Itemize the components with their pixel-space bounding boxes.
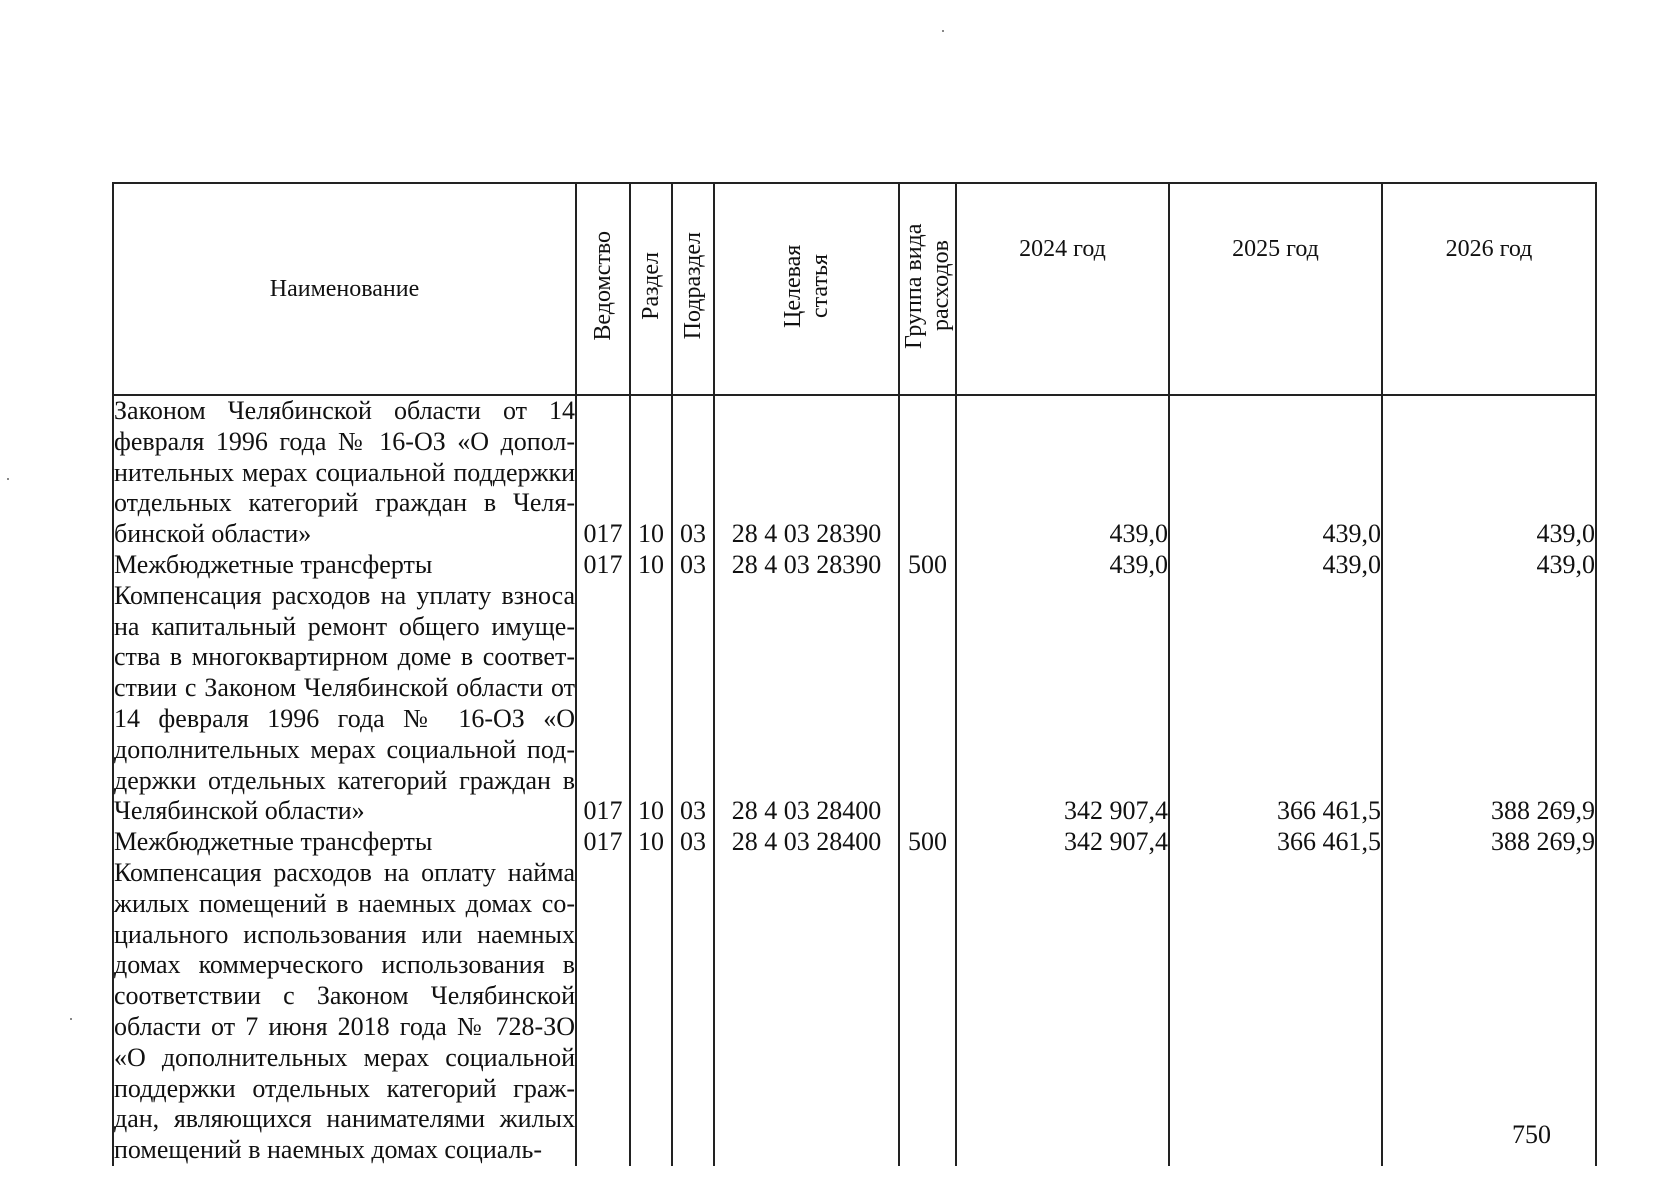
row-celevaya-statya: 28 4 03 28400 [714, 581, 899, 827]
row-name: Компенсация расходов на уплату взноса на капитальный ремонт общего имущества в многоквартирном доме в соответствии с Законом Челябинской области от 14 февраля 1996 года № 16-ОЗ «О дополнительных мерах социальной поддержки отдельных категорий граждан в Челябинской области» [114, 580, 575, 826]
row-name: Межбюджетные трансферты [113, 550, 576, 581]
table-row [113, 395, 1596, 550]
header-podrazdel: Подраздел [672, 183, 714, 395]
row-value-2024: 342 907,4 [956, 581, 1169, 827]
row-celevaya-statya: 28 4 03 28400 [714, 827, 899, 858]
header-razdel: Раздел [630, 183, 672, 395]
row-celevaya-statya: 28 4 03 28390 [714, 395, 899, 550]
row-value-2026: 439,0 [1382, 550, 1596, 581]
row-vedomstvo: 017 [576, 395, 630, 550]
scan-speck [70, 1018, 72, 1020]
row-razdel [630, 858, 672, 1166]
row-value-2026 [1382, 858, 1596, 1166]
row-value-2026: 388 269,9 [1382, 581, 1596, 827]
row-value-2026: 439,0 [1382, 395, 1596, 550]
header-celevaya-statya: Целевая статья [714, 183, 899, 395]
row-value-2025: 439,0 [1169, 395, 1382, 550]
scan-speck [7, 478, 9, 480]
row-vedomstvo: 017 [576, 581, 630, 827]
header-2026: 2026 год [1382, 183, 1596, 395]
header-vedomstvo: Ведомство [576, 183, 630, 395]
row-podrazdel: 03 [672, 395, 714, 550]
row-value-2024 [956, 858, 1169, 1166]
row-value-2024: 439,0 [956, 550, 1169, 581]
row-gruppa [899, 581, 956, 827]
header-2024: 2024 год [956, 183, 1169, 395]
table-row [113, 550, 1596, 581]
row-podrazdel: 03 [672, 550, 714, 581]
row-gruppa: 500 [899, 827, 956, 858]
row-podrazdel: 03 [672, 827, 714, 858]
page-number: 750 [1512, 1120, 1551, 1149]
table-row [113, 827, 1596, 858]
row-razdel: 10 [630, 550, 672, 581]
row-name: Компенсация расходов на оплату найма жилых помещений в наемных домах социального использования или наемных домах коммерческого использования в соответствии с Законом Челябинской области от 7 июня 2018 года № 728-ЗО «О дополнительных мерах социальной поддержки отдельных категорий граждан, являющихся нанимателями жилых помещений в наемных домах социаль- [114, 857, 575, 1165]
table-row [113, 858, 1596, 1166]
row-name: Межбюджетные трансферты [113, 827, 576, 858]
table-row [113, 581, 1596, 827]
row-razdel: 10 [630, 395, 672, 550]
row-vedomstvo: 017 [576, 827, 630, 858]
row-vedomstvo [576, 858, 630, 1166]
row-gruppa [899, 395, 956, 550]
row-value-2025: 439,0 [1169, 550, 1382, 581]
header-2025: 2025 год [1169, 183, 1382, 395]
row-podrazdel [672, 858, 714, 1166]
row-razdel: 10 [630, 581, 672, 827]
budget-table [112, 182, 1597, 1166]
table-header-row [113, 183, 1596, 395]
row-podrazdel: 03 [672, 581, 714, 827]
row-value-2026: 388 269,9 [1382, 827, 1596, 858]
row-razdel: 10 [630, 827, 672, 858]
row-name: Законом Челябинской области от 14 февраля 1996 года № 16-ОЗ «О дополнительных мерах социальной поддержки отдельных категорий граждан в Челябинской области» [114, 396, 575, 549]
header-name: Наименование [113, 183, 576, 395]
row-value-2025: 366 461,5 [1169, 581, 1382, 827]
row-value-2025: 366 461,5 [1169, 827, 1382, 858]
row-value-2024: 439,0 [956, 395, 1169, 550]
row-gruppa [899, 858, 956, 1166]
row-value-2024: 342 907,4 [956, 827, 1169, 858]
scan-speck [942, 30, 944, 32]
row-celevaya-statya [714, 858, 899, 1166]
row-vedomstvo: 017 [576, 550, 630, 581]
row-celevaya-statya: 28 4 03 28390 [714, 550, 899, 581]
row-gruppa: 500 [899, 550, 956, 581]
row-value-2025 [1169, 858, 1382, 1166]
header-gruppa-vida-rashodov: Группа вида расходов [899, 183, 956, 395]
